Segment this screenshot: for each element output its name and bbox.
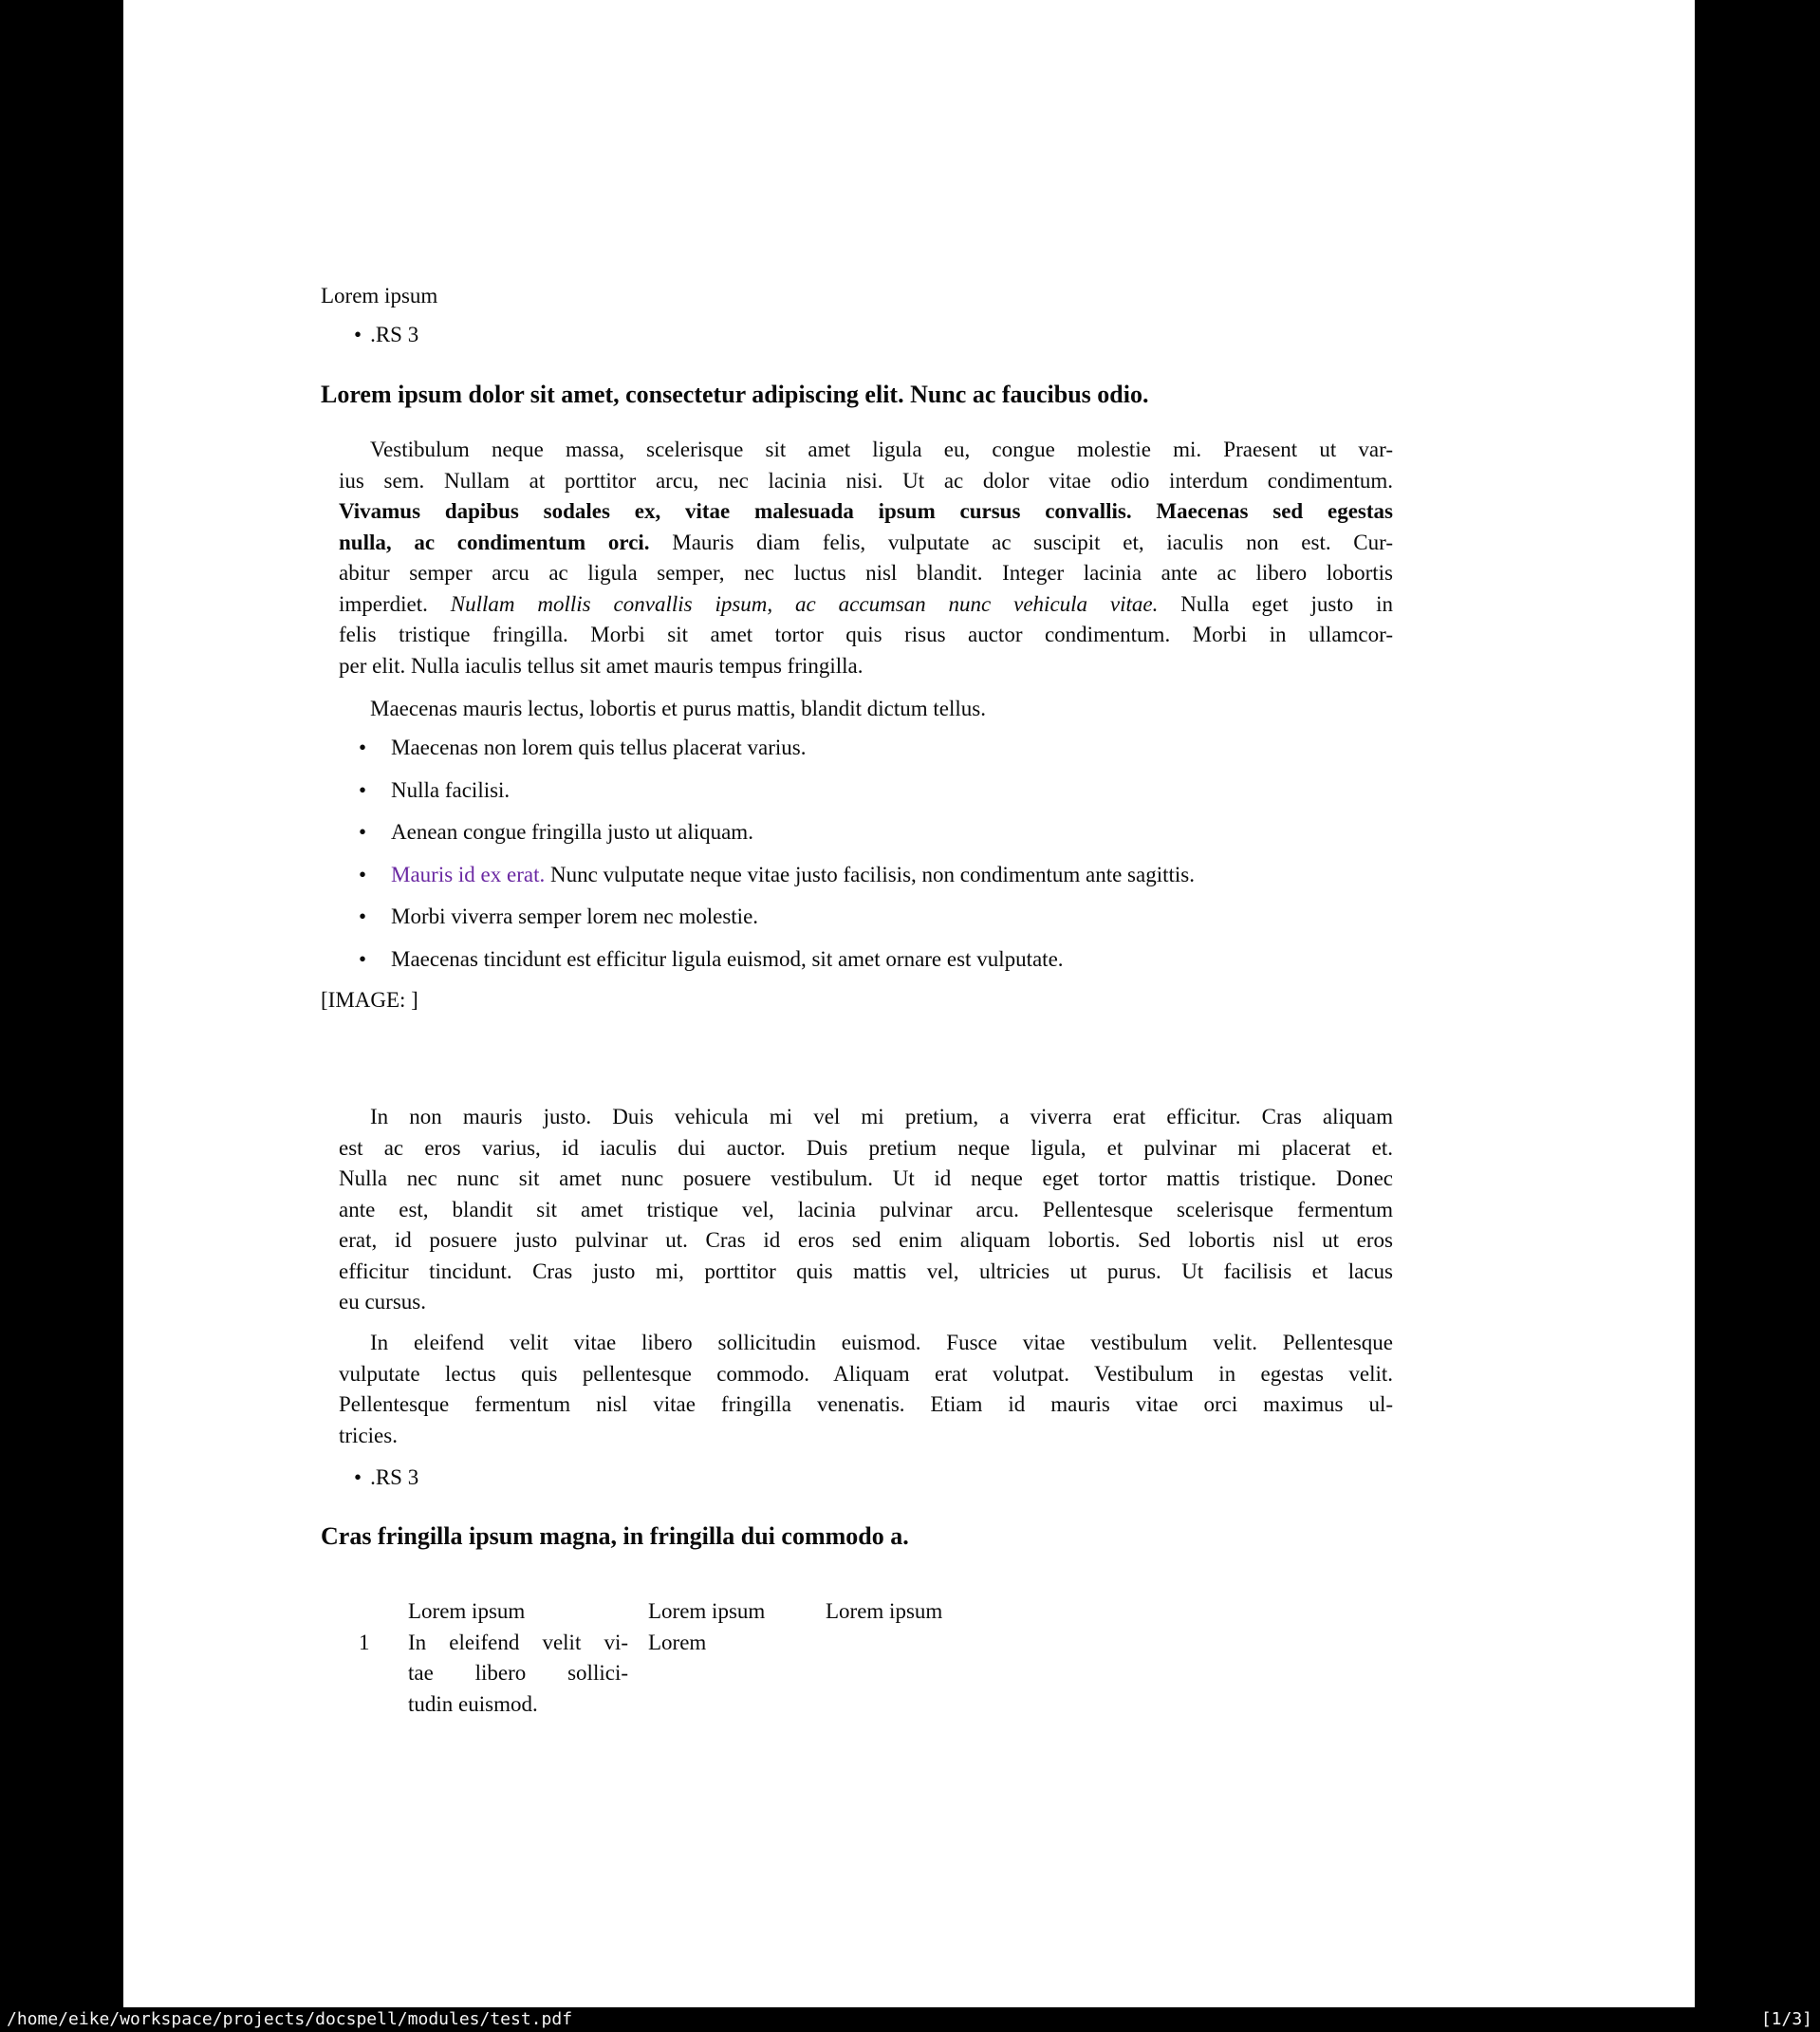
bullet-item [359,775,1398,807]
text-run: nulla, ac condimentum orci. [339,530,650,554]
paragraph-line [339,558,1393,589]
statusbar-page-indicator: [1/3] [1760,2009,1812,2029]
text-run: Maecenas tincidunt est efficitur ligula euismod, sit amet ornare est vulputate. [391,946,1064,971]
statusbar [0,2007,1820,2032]
text-run: Pellentesque fermentum nisl vitae fringilla venenatis. Etiam id mauris vitae orci maximus ul- [339,1392,1393,1416]
paragraph-4 [339,1328,1393,1451]
paragraph-line [339,651,1393,682]
text-run: felis tristique fringilla. Morbi sit amet tortor quis risus auctor condimentum. Morbi in ullamcor- [339,623,1393,646]
image-placeholder: [IMAGE: ] [321,988,418,1012]
paragraph-line [339,589,1393,621]
paragraph-line [339,1225,1393,1257]
bullet-item [359,860,1398,891]
text-run: erat, id posuere justo pulvinar ut. Cras id eros sed enim aliquam lobortis. Sed lobortis nisl ut eros [339,1228,1393,1252]
paragraph-line [339,528,1393,559]
text-run: Nulla eget justo in [1158,591,1393,616]
paragraph-line [339,1133,1393,1165]
section-heading-1: Lorem ipsum dolor sit amet, consectetur adipiscing elit. Nunc ac faucibus odio. [321,381,1149,408]
bullet-list [321,733,1398,986]
bullet-item [359,817,1398,848]
text-run: Vivamus dapibus sodales ex, vitae malesuada ipsum cursus convallis. Maecenas sed egestas [339,499,1393,523]
text-run: Vestibulum neque massa, scelerisque sit amet ligula eu, congue molestie mi. Praesent ut var- [370,438,1393,461]
bullet-icon: • [359,820,367,844]
text-run: per elit. Nulla iaculis tellus sit amet mauris tempus fringilla. [339,653,864,678]
paragraph-2: Maecenas mauris lectus, lobortis et purus mattis, blandit dictum tellus. [370,697,986,720]
text-run: est ac eros varius, id iaculis dui auctor. Duis pretium neque ligula, et pulvinar mi placerat et. [339,1135,1393,1160]
bullet-icon: • [359,736,367,759]
text-run: imperdiet. [339,591,451,616]
section-heading-2: Cras fringilla ipsum magna, in fringilla dui commodo a. [321,1522,909,1550]
paragraph-line [339,1359,1393,1390]
text-run: Nullam mollis convallis ipsum, ac accumsan nunc vehicula vitae. [450,591,1159,616]
table-cell: Lorem [648,1630,707,1654]
bullet-item [359,733,1398,764]
rs-text: .RS 3 [370,1465,419,1489]
paragraph-line [339,1164,1393,1195]
text-run: Mauris diam felis, vulputate ac suscipit et, iaculis non est. Cur- [649,530,1393,554]
table-cell [408,1628,628,1721]
rs-bullet-2 [354,1463,1431,1494]
text-run: ante est, blandit sit amet tristique vel, lacinia pulvinar arcu. Pellentesque scelerisque fermentum [339,1197,1393,1221]
table-header-cell: Lorem ipsum [826,1599,943,1623]
bullet-item [359,902,1398,933]
text-run: Nunc vulputate neque vitae justo facilisis, non condimentum ante sagittis. [545,862,1195,886]
doc-label: Lorem ipsum [321,284,438,308]
text-run: eu cursus. [339,1290,426,1314]
statusbar-file-path: /home/eike/workspace/projects/docspell/modules/test.pdf [7,2009,573,2029]
bullet-item [359,944,1398,976]
text-run: ius sem. Nullam at porttitor arcu, nec lacinia nisi. Ut ac dolor vitae odio interdum condimentum. [339,468,1393,493]
text-run: tricies. [339,1423,398,1447]
text-run: Maecenas non lorem quis tellus placerat varius. [391,736,807,759]
bullet-icon: • [354,323,362,346]
paragraph-line [339,620,1393,651]
paragraph-line [339,1421,1393,1452]
table-cell-line: tudin euismod. [408,1691,538,1716]
data-table [321,1596,1398,1721]
bullet-icon: • [359,777,367,802]
table-header-cell: Lorem ipsum [408,1599,526,1623]
paragraph-line [339,466,1393,497]
table-cell-line: In eleifend velit vi- [408,1630,628,1654]
rs-bullet-1 [354,320,1431,351]
paragraph-line [339,496,1393,528]
paragraph-line [339,1287,1393,1318]
paragraph-line [339,1195,1393,1226]
text-run: In eleifend velit vitae libero sollicitudin euismod. Fusce vitae vestibulum velit. Pellentesque [370,1331,1393,1354]
rs-text: .RS 3 [370,323,419,346]
mauris-id-ex-erat-link[interactable]: Mauris id ex erat. [391,862,546,886]
paragraph-line [339,1328,1393,1359]
bullet-icon: • [359,904,367,928]
table-header-cell: Lorem ipsum [648,1599,766,1623]
paragraph-line [339,1389,1393,1421]
paragraph-3 [339,1102,1393,1318]
text-run: Morbi viverra semper lorem nec molestie. [391,904,759,928]
table-cell-line: tae libero sollici- [408,1661,628,1685]
document-content [321,0,1398,2007]
paragraph-line [339,1257,1393,1288]
text-run: abitur semper arcu ac ligula semper, nec luctus nisl blandit. Integer lacinia ante ac libero lobortis [339,561,1393,585]
paragraph-1 [339,435,1393,681]
text-run: efficitur tincidunt. Cras justo mi, porttitor quis mattis vel, ultricies ut purus. Ut facilisis et lacus [339,1258,1393,1283]
bullet-icon: • [359,946,367,971]
text-run: In non mauris justo. Duis vehicula mi vel mi pretium, a viverra erat efficitur. Cras aliquam [370,1105,1393,1128]
paragraph-line [339,1102,1393,1133]
text-run: Nulla facilisi. [391,777,511,802]
text-run: vulputate lectus quis pellentesque commodo. Aliquam erat volutpat. Vestibulum in egestas velit. [339,1361,1393,1386]
pdf-page[interactable] [123,0,1695,2007]
text-run: Aenean congue fringilla justo ut aliquam. [391,820,753,844]
bullet-icon: • [359,862,367,886]
table-row-number: 1 [359,1630,370,1654]
bullet-icon: • [354,1465,362,1489]
paragraph-line [339,435,1393,466]
text-run: Nulla nec nunc sit amet nunc posuere vestibulum. Ut id neque eget tortor mattis tristique. Donec [339,1166,1393,1190]
